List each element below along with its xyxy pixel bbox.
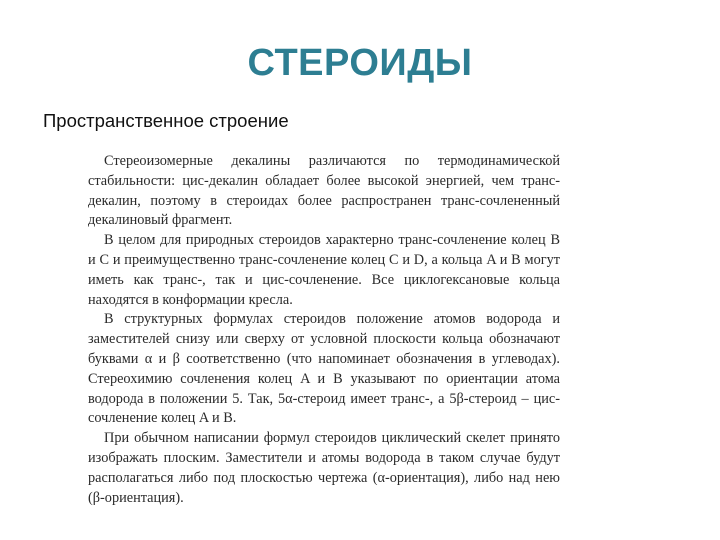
- paragraph-ring-fusion: В целом для природных стероидов характерно транс-сочленение колец B и C и преимущественно транс-сочленение колец C и D, а кольца A и B могут иметь как транс-, так и цис-сочленение. Все циклогексановые кольца находятся в конформации кресла.: [88, 232, 560, 308]
- paragraph-alpha-beta-notation: В структурных формулах стероидов положение атомов водорода и заместителей снизу или сверху от условной плоскости кольца обозначают буквами α и β соответственно (что напоминает обозначения в углеводах). Стереохимию сочленения колец A и B указывают по ориентации атома водорода в положении 5. Так, 5α-стероид имеет транс-, а 5β-стероид – цис-сочленение колец A и B.: [88, 311, 560, 427]
- paragraph-decalin-stability: Стереоизомерные декалины различаются по термодинамической стабильности: цис-декалин обладает более высокой энергией, чем транс-декалин, поэтому в стероидах более распространен транс-сочлененный декалиновый фрагмент.: [88, 153, 560, 229]
- scanned-text-block: [88, 152, 560, 508]
- paragraph-planar-skeleton: При обычном написании формул стероидов циклический скелет принято изображать плоским. Заместители и атомы водорода в таком случае будут располагаться либо под плоскостью чертежа (α-ориентация), либо над нею (β-ориентация).: [88, 430, 560, 506]
- slide-subtitle: Пространственное строение: [43, 110, 289, 131]
- slide-title: СТЕРОИДЫ: [247, 42, 473, 84]
